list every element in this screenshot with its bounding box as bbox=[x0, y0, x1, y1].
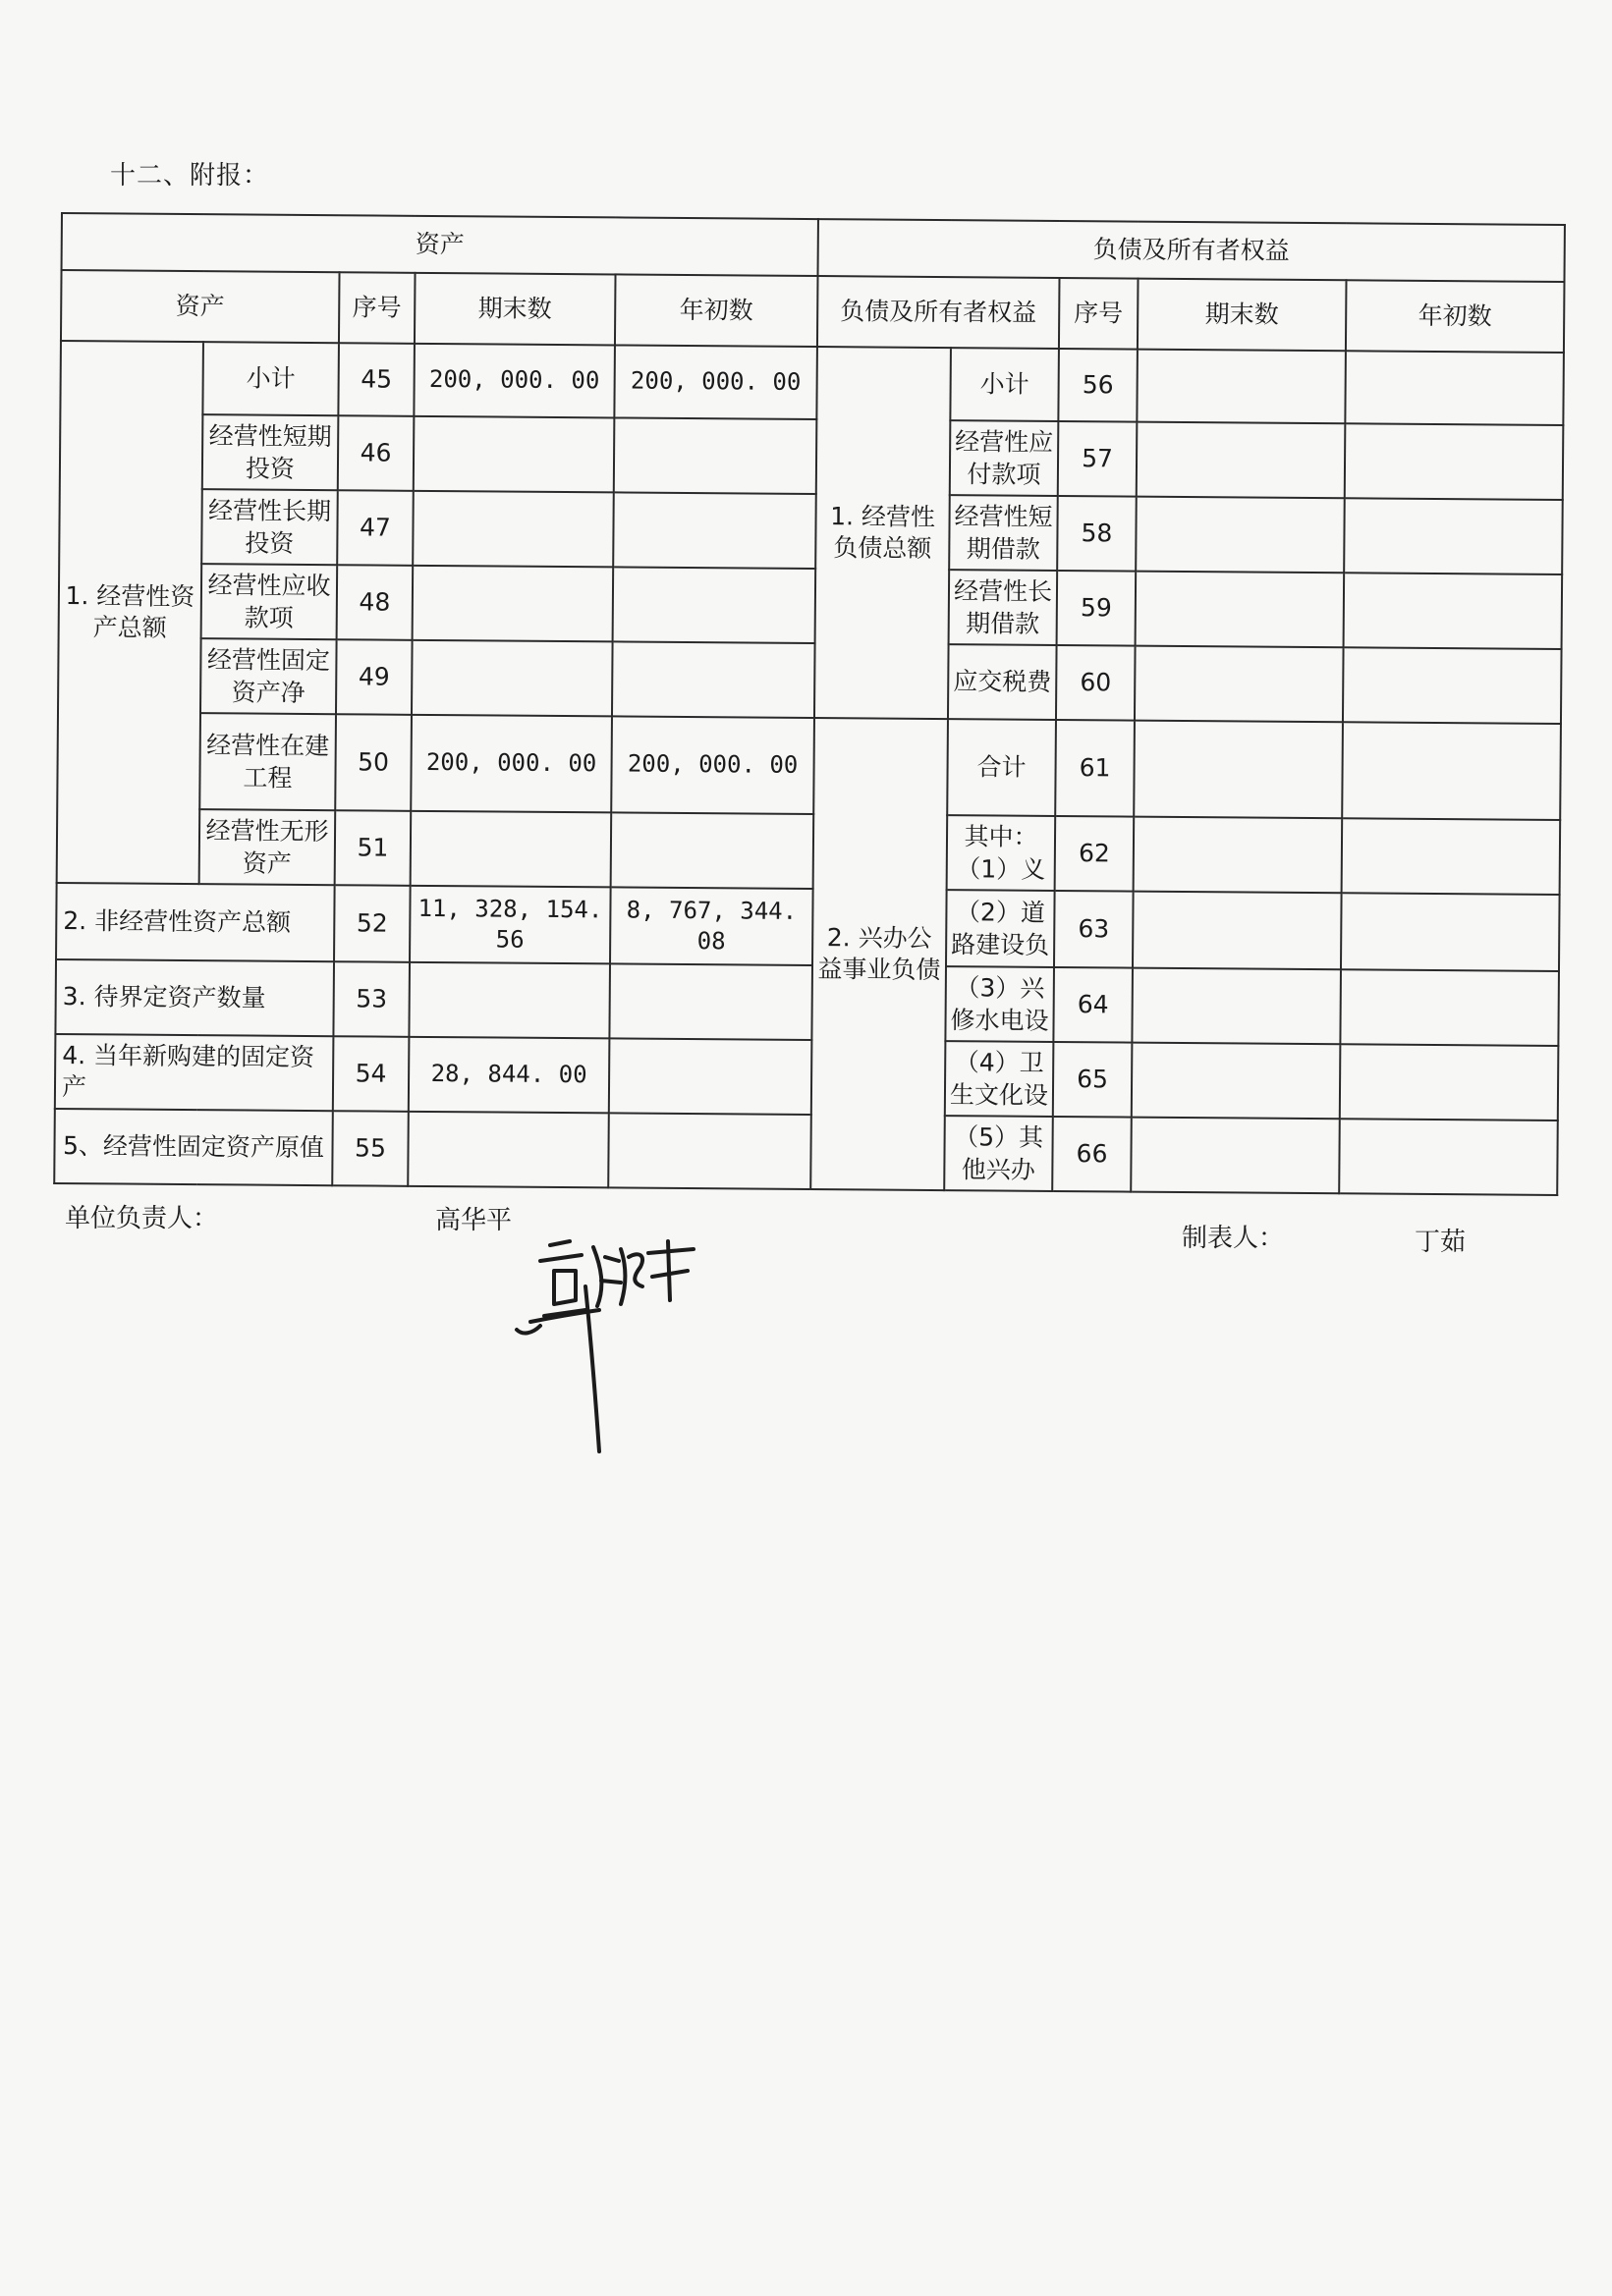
liab-row-seq: 61 bbox=[1055, 720, 1135, 817]
begin-value-column-header: 年初数 bbox=[1346, 280, 1565, 353]
liab-row-end-value bbox=[1136, 497, 1345, 574]
liab-row-begin-value bbox=[1340, 1044, 1559, 1121]
liab-row-end-value bbox=[1137, 350, 1346, 424]
begin-value-column-header: 年初数 bbox=[615, 274, 818, 347]
asset-row-label: 4. 当年新购建的固定资产 bbox=[55, 1034, 334, 1111]
asset-row-begin-value: 8, 767, 344. 08 bbox=[610, 887, 813, 965]
asset-row-seq: 51 bbox=[335, 810, 412, 886]
asset-row-label: 经营性在建工程 bbox=[199, 713, 336, 810]
liab-row-end-value bbox=[1133, 892, 1342, 970]
asset-row-begin-value bbox=[609, 963, 812, 1040]
preparer-name: 丁茹 bbox=[1415, 1228, 1467, 1257]
liab-row-label: 经营性应付款项 bbox=[950, 420, 1059, 496]
end-value-column-header: 期末数 bbox=[415, 273, 616, 346]
asset-row-label: 2. 非经营性资产总额 bbox=[56, 883, 335, 961]
liab-row-label: 经营性长期借款 bbox=[949, 570, 1058, 645]
liab-row-label: （4）卫生文化设施负 bbox=[945, 1041, 1054, 1117]
liab-row-end-value bbox=[1132, 968, 1341, 1045]
asset-row-end-value bbox=[408, 1112, 609, 1188]
asset-row-label: 经营性短期投资 bbox=[202, 414, 339, 490]
liab-row-begin-value bbox=[1343, 647, 1562, 724]
liab-row-end-value bbox=[1131, 1118, 1340, 1194]
asset-row-seq: 53 bbox=[333, 961, 410, 1037]
asset-row-end-value bbox=[409, 962, 610, 1039]
report-sheet bbox=[53, 212, 1564, 1206]
asset-row-end-value bbox=[414, 416, 615, 493]
preparer-label: 制表人： bbox=[1182, 1224, 1285, 1253]
asset-row-begin-value bbox=[614, 417, 817, 494]
liab-row-label: （5）其他兴办 bbox=[944, 1116, 1053, 1191]
liab-row-end-value bbox=[1134, 817, 1343, 894]
liab-row-begin-value bbox=[1341, 893, 1560, 971]
asset-row-begin-value bbox=[608, 1113, 811, 1189]
liab-row-seq: 58 bbox=[1057, 496, 1137, 572]
asset-row-end-value bbox=[412, 640, 613, 717]
asset-row-label: 经营性固定资产净 bbox=[200, 638, 337, 714]
liab-row-label: 经营性短期借款 bbox=[949, 495, 1058, 571]
liab-row-seq: 60 bbox=[1056, 645, 1136, 721]
asset-row-label: 3. 待界定资产数量 bbox=[55, 959, 334, 1036]
public-welfare-debt-label: 2. 兴办公益事业负债 bbox=[810, 718, 948, 1190]
liab-row-begin-value bbox=[1342, 722, 1561, 820]
seq-column-header: 序号 bbox=[339, 272, 416, 344]
liab-row-seq: 62 bbox=[1055, 816, 1135, 892]
liab-row-end-value bbox=[1134, 721, 1343, 819]
asset-row-label: 经营性无形资产 bbox=[199, 809, 336, 885]
liab-row-begin-value bbox=[1344, 498, 1563, 574]
asset-row-end-value bbox=[413, 491, 614, 568]
liab-row-begin-value bbox=[1345, 423, 1564, 500]
liab-row-end-value bbox=[1132, 1043, 1341, 1120]
operating-liabilities-total-label: 1. 经营性负债总额 bbox=[814, 347, 951, 719]
liab-row-begin-value bbox=[1345, 351, 1564, 425]
unit-head-label: 单位负责人： bbox=[65, 1204, 219, 1233]
liab-row-label: 其中：（1）义务教育负 bbox=[947, 815, 1056, 891]
liab-row-seq: 56 bbox=[1058, 349, 1138, 422]
liab-row-label: 合计 bbox=[947, 719, 1056, 816]
unit-head-name: 高华平 bbox=[435, 1206, 513, 1235]
asset-row-seq: 46 bbox=[338, 415, 415, 491]
asset-row-begin-value bbox=[612, 641, 815, 718]
liab-row-label: （2）道路建设负债 bbox=[946, 890, 1055, 967]
liabilities-column-header: 负债及所有者权益 bbox=[817, 276, 1060, 349]
section-title: 十二、附报： bbox=[110, 161, 270, 191]
asset-row-seq: 45 bbox=[338, 343, 415, 416]
end-value-column-header: 期末数 bbox=[1138, 279, 1347, 352]
asset-row-begin-value bbox=[611, 812, 814, 889]
liab-row-begin-value bbox=[1339, 1119, 1558, 1195]
liab-row-label: 应交税费 bbox=[948, 644, 1057, 720]
asset-row-seq: 48 bbox=[337, 565, 414, 640]
asset-row-end-value: 28, 844. 00 bbox=[409, 1037, 610, 1114]
asset-row-seq: 49 bbox=[336, 639, 413, 715]
liab-row-seq: 59 bbox=[1057, 571, 1137, 646]
asset-row-begin-value: 200, 000. 00 bbox=[614, 345, 817, 419]
asset-row-end-value: 200, 000. 00 bbox=[411, 715, 612, 813]
assets-group-header: 资产 bbox=[62, 213, 818, 276]
asset-row-begin-value bbox=[609, 1038, 812, 1115]
liab-row-seq: 65 bbox=[1053, 1042, 1133, 1118]
liab-row-seq: 63 bbox=[1054, 891, 1134, 968]
asset-row-label: 经营性应收款项 bbox=[201, 564, 338, 639]
handwritten-signature bbox=[511, 1228, 707, 1453]
assets-column-header: 资产 bbox=[61, 270, 340, 343]
seq-column-header: 序号 bbox=[1059, 278, 1139, 350]
operating-assets-total-label: 1. 经营性资产总额 bbox=[57, 341, 203, 884]
asset-row-seq: 54 bbox=[333, 1036, 410, 1112]
asset-row-seq: 50 bbox=[335, 714, 412, 811]
asset-row-begin-value bbox=[613, 492, 816, 569]
asset-row-begin-value bbox=[613, 567, 816, 643]
liab-row-seq: 64 bbox=[1053, 967, 1133, 1043]
asset-row-seq: 52 bbox=[334, 885, 411, 962]
asset-row-seq: 47 bbox=[337, 490, 414, 566]
asset-row-label: 经营性长期投资 bbox=[201, 489, 338, 565]
asset-row-end-value bbox=[413, 566, 614, 642]
supplementary-report-table bbox=[53, 212, 1566, 1196]
liab-row-end-value bbox=[1135, 646, 1344, 723]
asset-row-seq: 55 bbox=[332, 1111, 409, 1186]
liabilities-group-header: 负债及所有者权益 bbox=[818, 219, 1565, 282]
asset-row-label: 小计 bbox=[202, 342, 339, 415]
liab-row-seq: 57 bbox=[1058, 421, 1138, 497]
asset-row-end-value: 200, 000. 00 bbox=[414, 344, 615, 418]
asset-row-begin-value: 200, 000. 00 bbox=[611, 716, 814, 814]
liab-row-label: （3）兴修水电设施负 bbox=[945, 966, 1054, 1042]
asset-row-end-value bbox=[411, 811, 612, 888]
asset-row-end-value: 11, 328, 154. 56 bbox=[410, 886, 611, 964]
liab-row-seq: 66 bbox=[1052, 1117, 1132, 1192]
liab-row-begin-value bbox=[1342, 818, 1561, 895]
liab-row-end-value bbox=[1136, 572, 1345, 648]
liab-row-begin-value bbox=[1344, 573, 1563, 649]
liab-row-begin-value bbox=[1340, 969, 1559, 1046]
liab-row-end-value bbox=[1137, 422, 1346, 499]
asset-row-label: 5、经营性固定资产原值 bbox=[54, 1109, 333, 1185]
liab-row-label: 小计 bbox=[950, 348, 1059, 421]
